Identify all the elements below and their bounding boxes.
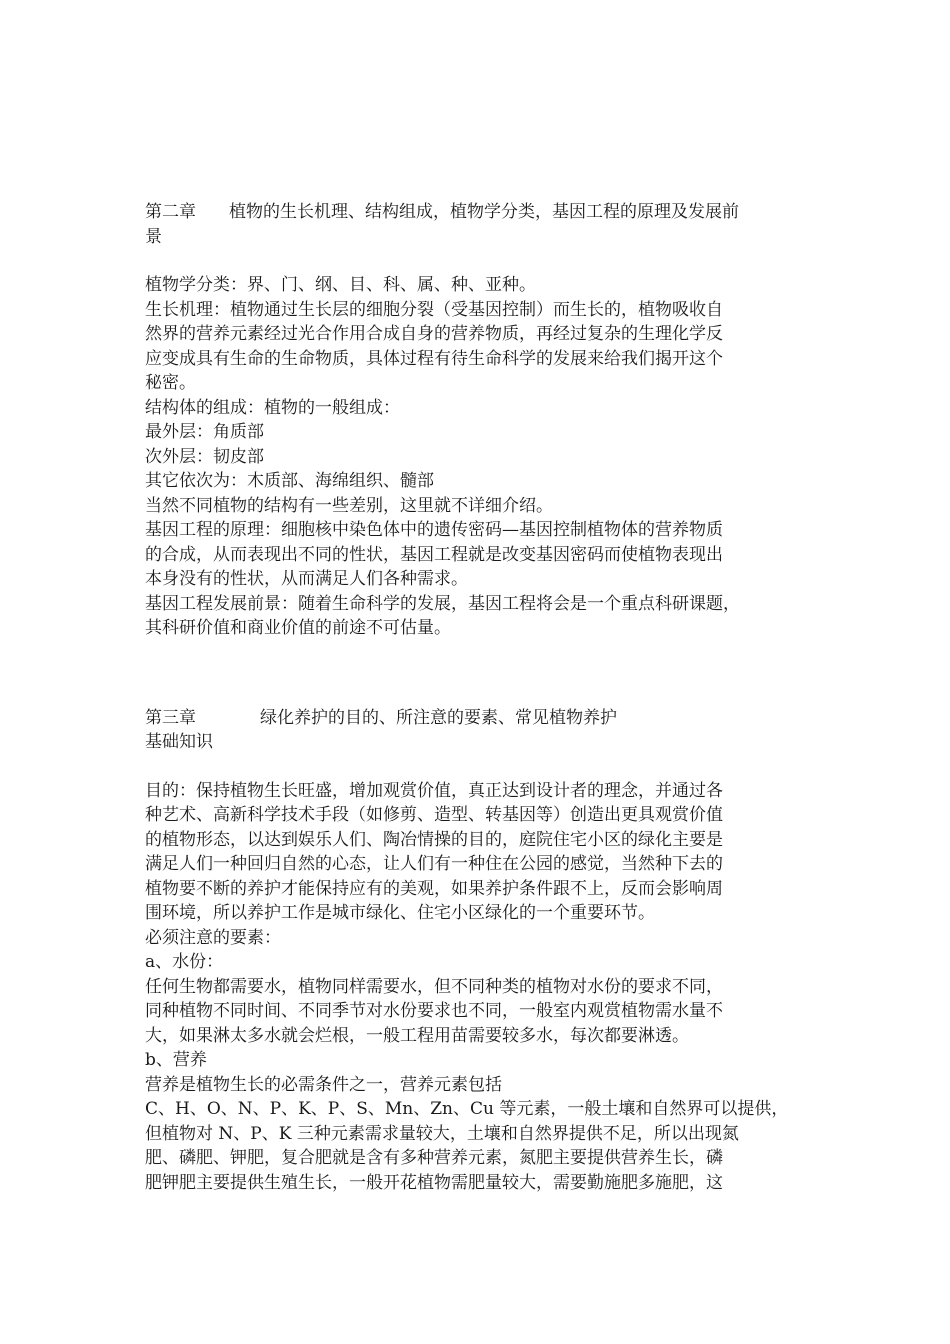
paragraph-line: 满足人们一种回归自然的心态，让人们有一种住在公园的感觉，当然种下去的 [145, 854, 723, 874]
paragraph-line: 然界的营养元素经过光合作用合成自身的营养物质，再经过复杂的生理化学反 [145, 324, 723, 344]
paragraph-line: 本身没有的性状，从而满足人们各种需求。 [145, 569, 468, 589]
paragraph-line: 的合成，从而表现出不同的性状，基因工程就是改变基因密码而使植物表现出 [145, 544, 723, 565]
chapter-3-title-text: 绿化养护的目的、所注意的要素、常见植物养护 [260, 707, 617, 728]
paragraph-line: 目的：保持植物生长旺盛，增加观赏价值，真正达到设计者的理念，并通过各 [145, 780, 723, 801]
paragraph-line: 种艺术、高新科学技术手段（如修剪、造型、转基因等）创造出更具观赏价值 [145, 805, 723, 825]
paragraph-line: 次外层：韧皮部 [145, 446, 264, 467]
chapter-2-title-text: 植物的生长机理、结构组成，植物学分类，基因工程的原理及发展前 [229, 202, 739, 222]
paragraph-line: 同种植物不同时间、不同季节对水份要求也不同，一般室内观赏植物需水量不 [145, 1001, 723, 1021]
paragraph-line: b、营养 [145, 1050, 207, 1070]
paragraph-line: 结构体的组成：植物的一般组成： [145, 397, 400, 418]
chapter-2-number: 第二章 [145, 202, 196, 222]
paragraph-line: C、H、O、N、P、K、P、S、Mn、Zn、Cu 等元素，一般土壤和自然界可以提供， [145, 1099, 789, 1119]
chapter-2-title [145, 200, 810, 225]
paragraph-line: 植物学分类：界、门、纲、目、科、属、种、亚种。 [145, 275, 536, 295]
paragraph-line: 肥钾肥主要提供生殖生长，一般开花植物需肥量较大，需要勤施肥多施肥，这 [145, 1172, 723, 1193]
paragraph-line: 基因工程发展前景：随着生命科学的发展，基因工程将会是一个重点科研课题， [145, 593, 740, 614]
paragraph-line: 任何生物都需要水，植物同样需要水，但不同种类的植物对水份的要求不同， [145, 976, 723, 997]
paragraph-line: 其它依次为：木质部、海绵组织、髓部 [145, 471, 434, 491]
paragraph-line: 围环境，所以养护工作是城市绿化、住宅小区绿化的一个重要环节。 [145, 903, 655, 923]
paragraph-line: 肥、磷肥、钾肥，复合肥就是含有多种营养元素，氮肥主要提供营养生长，磷 [145, 1148, 723, 1168]
paragraph-line: 营养是植物生长的必需条件之一，营养元素包括 [145, 1074, 502, 1095]
chapter-3-title [145, 706, 810, 731]
document-page [145, 200, 810, 1195]
paragraph-line: 的植物形态，以达到娱乐人们、陶冶情操的目的，庭院住宅小区的绿化主要是 [145, 829, 723, 850]
chapter-3-title-continued: 基础知识 [145, 732, 213, 752]
chapter-2 [145, 200, 810, 641]
paragraph-line: 应变成具有生命的生命物质，具体过程有待生命科学的发展来给我们揭开这个 [145, 348, 723, 369]
chapter-3 [145, 706, 810, 1196]
paragraph-line: a、水份： [145, 952, 224, 972]
paragraph-line: 但植物对 N、P、K 三种元素需求量较大，土壤和自然界提供不足，所以出现氮 [145, 1123, 739, 1144]
chapter-2-title-continued: 景 [145, 226, 162, 247]
paragraph-line: 生长机理：植物通过生长层的细胞分裂（受基因控制）而生长的，植物吸收自 [145, 299, 723, 320]
paragraph-line: 植物要不断的养护才能保持应有的美观，如果养护条件跟不上，反而会影响周 [145, 878, 723, 899]
paragraph-line: 必须注意的要素： [145, 927, 281, 948]
paragraph-line: 最外层：角质部 [145, 422, 264, 442]
paragraph-line: 其科研价值和商业价值的前途不可估量。 [145, 618, 451, 638]
paragraph-line: 秘密。 [145, 373, 196, 393]
chapter-3-number: 第三章 [145, 707, 196, 728]
paragraph-line: 大，如果淋太多水就会烂根，一般工程用苗需要较多水，每次都要淋透。 [145, 1025, 689, 1046]
paragraph-line: 基因工程的原理：细胞核中染色体中的遗传密码—基因控制植物体的营养物质 [145, 520, 723, 540]
paragraph-line: 当然不同植物的结构有一些差别，这里就不详细介绍。 [145, 495, 553, 516]
